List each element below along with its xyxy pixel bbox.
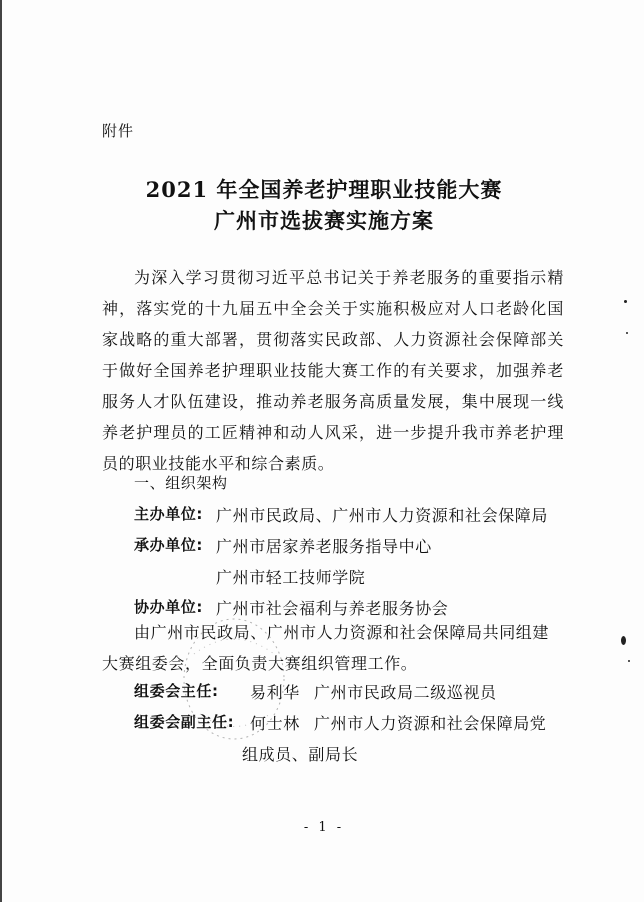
document-title-line2: 广州市选拔赛实施方案	[214, 208, 434, 233]
document-title-line1: 2021 年全国养老护理职业技能大赛	[145, 177, 503, 202]
scan-speck	[624, 300, 627, 303]
deputy-name: 何士林	[250, 714, 300, 733]
section-heading-organization: 一、组织架构	[134, 474, 228, 492]
scan-speck	[626, 332, 628, 334]
host-label: 主办单位:	[134, 505, 203, 523]
intro-paragraph: 为深入学习贯彻习近平总书记关于养老服务的重要指示精神，落实党的十九届五中全会关于实施积极应对人口老龄化国家战略的重大部署，贯彻落实民政部、人力资源社会保障部关于做好全国养老护理职业技能大赛工作的有关要求，加强养老服务人才队伍建设，推动养老服务高质量发展，集中展现一线养老护理员的工匠精神和动人风采，进一步提升我市养老护理员的职业技能水平和综合素质。	[102, 268, 564, 473]
director-title: 广州市民政局二级巡视员	[314, 683, 497, 702]
director-label: 组委会主任:	[134, 682, 219, 700]
director-name: 易利华	[250, 683, 300, 702]
host-value: 广州市民政局、广州市人力资源和社会保障局	[216, 506, 549, 525]
deputy-label: 组委会副主任:	[134, 713, 235, 731]
deputy-title-line1: 广州市人力资源和社会保障局党	[314, 714, 547, 733]
undertaker-label: 承办单位:	[134, 536, 203, 554]
page-number: - 1 -	[303, 820, 345, 835]
committee-paragraph: 由广州市民政局、广州市人力资源和社会保障局共同组建大赛组委会，全面负责大赛组织管理工作。	[102, 623, 550, 673]
undertaker-value-2: 广州市轻工技师学院	[216, 568, 366, 587]
undertaker-value-1: 广州市居家养老服务指导中心	[216, 537, 432, 556]
co-organizer-value: 广州市社会福利与养老服务协会	[216, 599, 449, 618]
co-organizer-label: 协办单位:	[134, 598, 203, 616]
scan-speck	[621, 636, 626, 645]
deputy-title-line2: 组成员、副局长	[242, 745, 359, 764]
scan-speck	[628, 660, 630, 662]
attachment-label: 附件	[102, 122, 135, 140]
seal-stamp-icon	[180, 614, 288, 744]
